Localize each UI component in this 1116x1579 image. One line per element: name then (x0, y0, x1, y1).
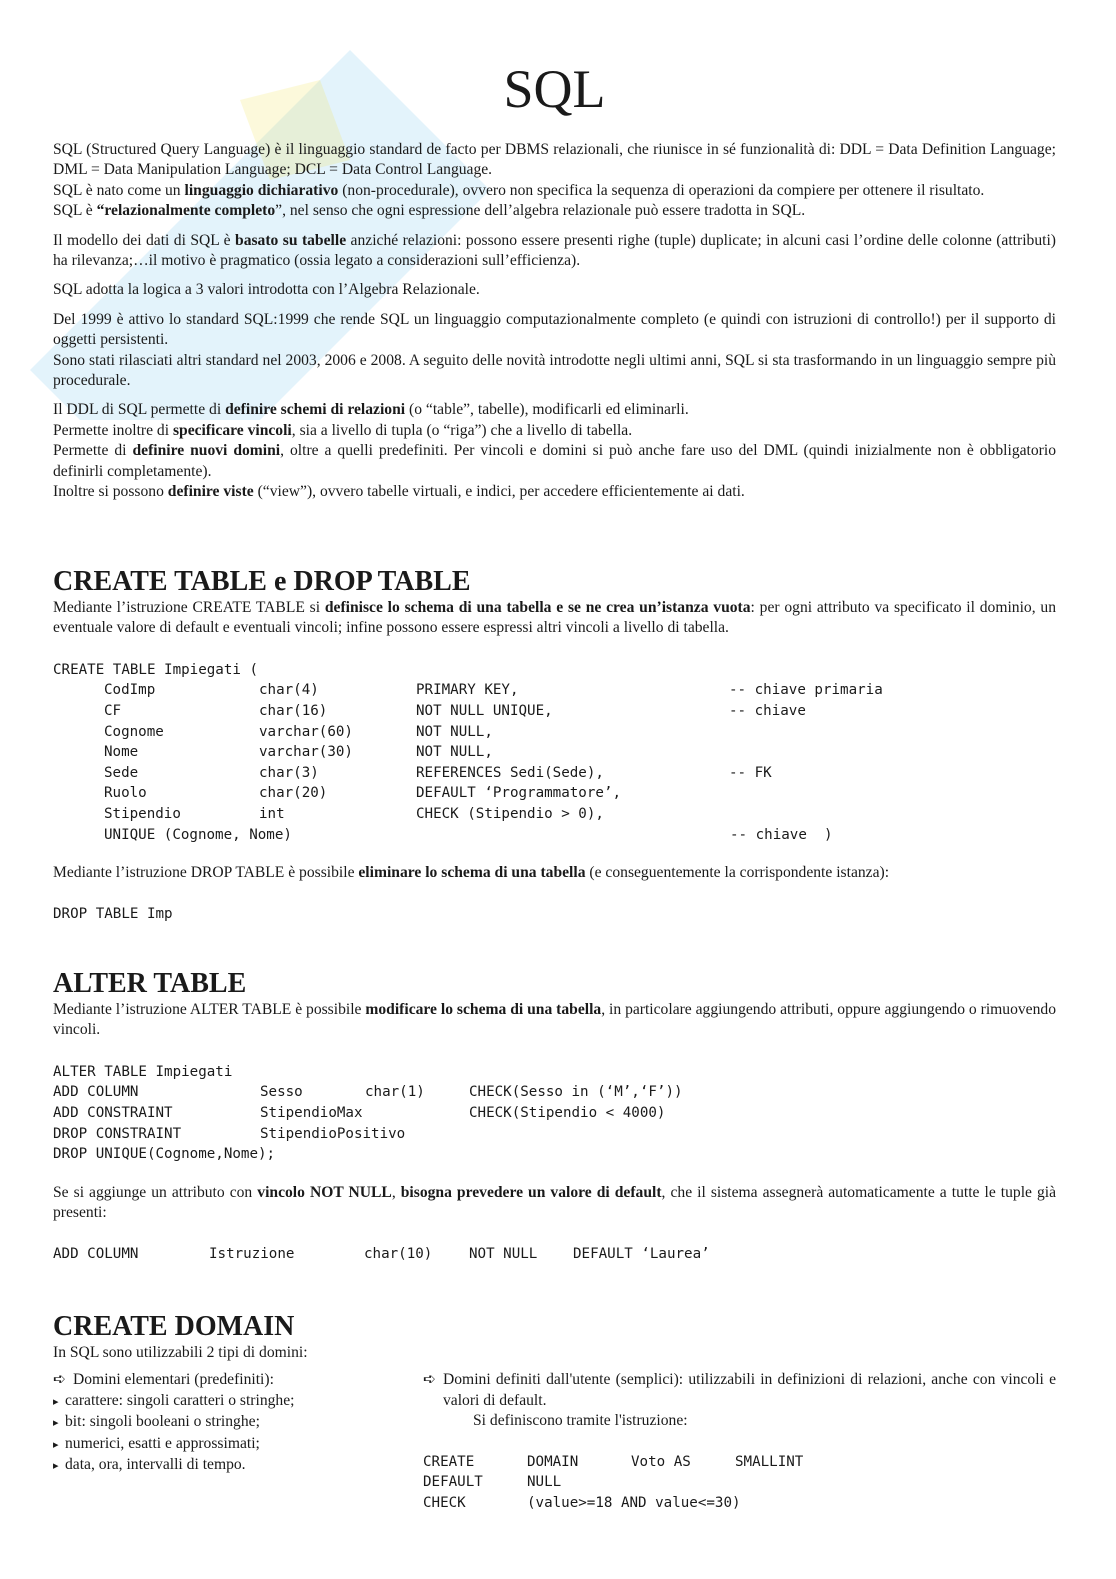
intro-p5a: Il DDL di SQL permette di definire schemi di relazioni (o “table”, tabelle), modificarli ed eliminarli. (53, 401, 689, 419)
intro-section (53, 140, 1056, 503)
create-table-code-rows (53, 680, 1056, 824)
drop-table-code: DROP TABLE Imp (53, 905, 173, 922)
domain-columns (53, 1370, 1056, 1513)
create-table-code-row: Stipendio int CHECK (Stipendio > 0), (104, 805, 604, 822)
intro-p4a: Del 1999 è attivo lo standard SQL:1999 che rende SQL un linguaggio computazionalmente completo (e quindi con istruzioni di controllo!) per il supporto di oggetti persistenti. (53, 310, 1056, 349)
create-domain-section (53, 1311, 1056, 1363)
alter-table-code-row: ADD CONSTRAINT StipendioMax CHECK(Stipendio < 4000) (53, 1105, 666, 1121)
create-domain-heading: CREATE DOMAIN (53, 1311, 295, 1342)
intro-p5d: Inoltre si possono definire viste (“view”), ovvero tabelle virtuali, e indici, per accedere efficientemente ai dati. (53, 483, 745, 501)
create-domain-code-row: CHECK (value>=18 AND value<=30) (423, 1494, 741, 1511)
create-table-heading: CREATE TABLE e DROP TABLE (53, 566, 471, 597)
triangle-bullet-icon: ▸ (53, 1417, 59, 1429)
domain-left-column (53, 1370, 413, 1513)
create-domain-code-row: DEFAULT NULL (423, 1474, 562, 1491)
arrow-icon: ➪ (53, 1371, 67, 1388)
intro-p5c: Permette di definire nuovi domini, oltre a quelli predefiniti. Per vincoli e domini si può anche fare uso del DML (quindi inizialmente non è obbligatorio definirli completamente). (53, 442, 1056, 480)
alter-table-desc: Mediante l’istruzione ALTER TABLE è possibile modificare lo schema di una tabella, in particolare aggiungendo attributi, oppure aggiungendo o rimuovendo vincoli. (53, 1001, 1056, 1039)
alter-table-code-row: DROP CONSTRAINT StipendioPositivo (53, 1125, 406, 1142)
intro-p3: SQL adotta la logica a 3 valori introdotta con l’Algebra Relazionale. (53, 281, 480, 299)
alter-table-note: Se si aggiunge un attributo con vincolo NOT NULL, bisogna prevedere un valore di default, che il sistema assegnerà automaticamente a tutte le tuple già presenti: (53, 1183, 1057, 1222)
alter-table-code-first: ALTER TABLE Impiegati (53, 1063, 233, 1080)
create-table-code-row: Cognome varchar(60) NOT NULL, (104, 723, 493, 740)
domain-list-item: ▸ carattere: singoli caratteri o stringhe; (53, 1391, 413, 1413)
alter-table-code-last: DROP UNIQUE(Cognome,Nome); (53, 1146, 276, 1163)
intro-p1b: SQL è nato come un linguaggio dichiarativo (non-procedurale), ovvero non specifica la sequenza di operazioni da compiere per ottenere il risultato. (53, 181, 985, 199)
create-domain-intro: In SQL sono utilizzabili 2 tipi di domini: (53, 1344, 308, 1361)
intro-p4b: Sono stati rilasciati altri standard nel 2003, 2006 e 2008. A seguito delle novità introdotte negli ultimi anni, SQL si sta trasformando in un linguaggio sempre più procedurale. (53, 351, 1056, 390)
alter-table-code-rows (53, 1082, 1056, 1144)
create-table-code-row: Nome varchar(30) NOT NULL, (104, 744, 493, 761)
domain-list-item: ▸ bit: singoli booleani o stringhe; (53, 1412, 413, 1434)
domain-right-title: ➪ Domini definiti dall'utente (semplici): utilizzabili in definizioni di relazioni, anche con vincoli e valori di default. (423, 1370, 1056, 1411)
create-domain-code-row: CREATE DOMAIN Voto AS SMALLINT (423, 1453, 804, 1470)
create-table-code-row: CodImp char(4) PRIMARY KEY, -- chiave primaria (104, 682, 883, 699)
triangle-bullet-icon: ▸ (53, 1438, 59, 1451)
create-table-code-row: Sede char(3) REFERENCES Sedi(Sede), -- FK (104, 764, 772, 781)
triangle-bullet-icon: ▸ (53, 1395, 59, 1408)
triangle-bullet-icon: ▸ (53, 1460, 59, 1472)
domain-left-title: ➪ Domini elementari (predefiniti): (53, 1370, 413, 1391)
intro-p1c: SQL è “relazionalmente completo”, nel senso che ogni espressione dell’algebra relazionale può essere tradotta in SQL. (53, 202, 806, 220)
domain-right-column (423, 1370, 1056, 1513)
intro-p5b: Permette inoltre di specificare vincoli, sia a livello di tupla (o “riga”) che a livello di tabella. (53, 421, 633, 439)
domain-list-item: ▸ numerici, esatti e approssimati; (53, 1434, 413, 1456)
alter-table-heading: ALTER TABLE (53, 968, 247, 999)
create-table-code-row: Ruolo char(20) DEFAULT ‘Programmatore’, (104, 785, 621, 802)
create-domain-code (423, 1452, 1056, 1514)
intro-p1a: SQL (Structured Query Language) è il linguaggio standard de facto per DBMS relazionali, che riunisce in sé funzionalità di: DDL = Data Definition Language; DML = Data Manipulation Language; DCL = Data Control Language. (53, 141, 1056, 179)
intro-p2: Il modello dei dati di SQL è basato su tabelle anziché relazioni: possono essere presenti righe (tuple) duplicate; in alcuni casi l’ordine delle colonne (attributi) ha rilevanza;…il motivo è pragmatico (ossia legato a considerazioni sull’efficienza). (53, 231, 1056, 270)
create-table-desc: Mediante l’istruzione CREATE TABLE si definisce lo schema di una tabella e se ne crea un’istanza vuota: per ogni attributo va specificato il dominio, un eventuale valore di default e eventuali vincoli; infine possono essere espressi altri vincoli a livello di tabella. (53, 599, 1057, 637)
page-title: SQL (503, 59, 606, 119)
add-column-code: ADD COLUMN Istruzione char(10) NOT NULL DEFAULT ‘Laurea’ (53, 1245, 710, 1262)
alter-table-code-row: ADD COLUMN Sesso char(1) CHECK(Sesso in (‘M’,‘F’)) (53, 1084, 683, 1101)
create-table-code-last: UNIQUE (Cognome, Nome) -- chiave ) (104, 826, 833, 843)
alter-table-section (53, 968, 1056, 1264)
create-table-section (53, 566, 1056, 924)
create-table-code-row: CF char(16) NOT NULL UNIQUE, -- chiave (104, 703, 806, 719)
create-table-code-first: CREATE TABLE Impiegati ( (53, 661, 258, 678)
domain-right-sub: Si definiscono tramite l'istruzione: (473, 1412, 688, 1429)
drop-table-desc: Mediante l’istruzione DROP TABLE è possibile eliminare lo schema di una tabella (e conseguentemente la corrispondente istanza): (53, 864, 890, 882)
arrow-icon: ➪ (423, 1371, 437, 1388)
domain-left-list (53, 1391, 413, 1477)
domain-list-item: ▸ data, ora, intervalli di tempo. (53, 1455, 413, 1477)
